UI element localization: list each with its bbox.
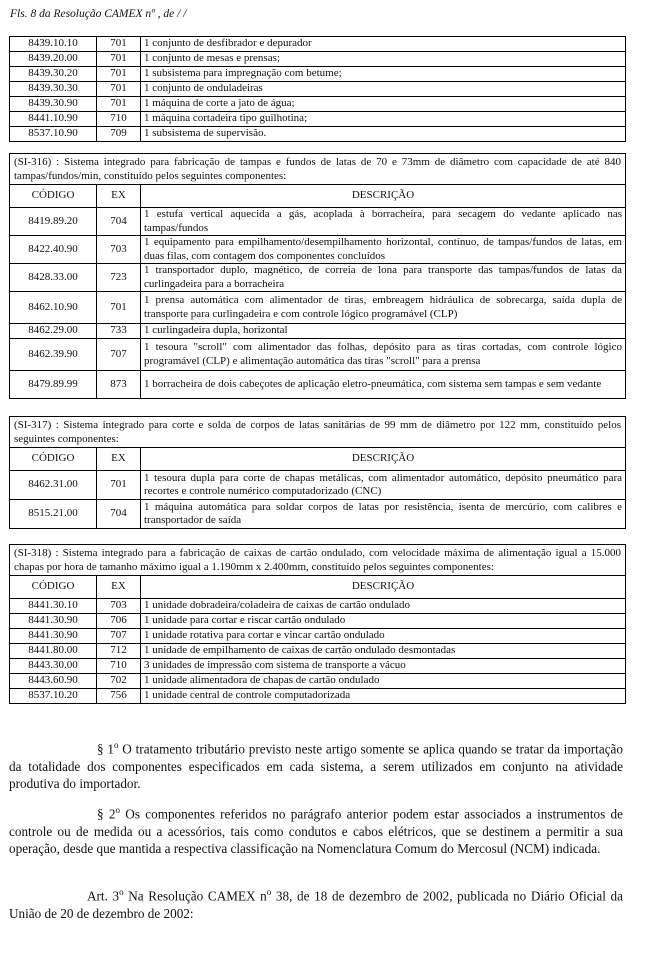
si-318-caption: (SI-318) : Sistema integrado para a fabricação de caixas de cartão ondulado, com velocidade máxima de alimentação igual a 15.000 chapas por hora de tamanho máximo igual a 1.190mm x 2.400mm, constituído pelos seguintes componentes:: [10, 545, 626, 576]
description-cell: 1 unidade dobradeira/coladeira de caixas de cartão ondulado: [141, 599, 626, 614]
description-cell: 1 subsistema para impregnação com betume;: [141, 67, 626, 82]
code-cell: 8422.40.90: [10, 236, 97, 264]
table-row: [10, 52, 626, 67]
si-317-rows: [10, 471, 626, 529]
table-row: [10, 112, 626, 127]
code-cell: 8462.29.00: [10, 324, 97, 339]
header-ex: EX: [97, 448, 141, 471]
article-3: [9, 884, 623, 922]
description-cell: 1 unidade alimentadora de chapas de cartão ondulado: [141, 674, 626, 689]
code-cell: 8537.10.90: [10, 127, 97, 142]
description-cell: 1 borracheira de dois cabeçotes de aplicação eletro-pneumática, com sistema sem tampas e sem vedante: [141, 371, 626, 399]
table-row: [10, 236, 626, 264]
ex-cell: 710: [97, 659, 141, 674]
ex-cell: 701: [97, 82, 141, 97]
table-row: [10, 208, 626, 236]
header-descricao: DESCRIÇÃO: [141, 185, 626, 208]
ex-cell: 702: [97, 674, 141, 689]
table-row: [10, 292, 626, 324]
ex-cell: 701: [97, 97, 141, 112]
description-cell: 1 conjunto de desfibrador e depurador: [141, 37, 626, 52]
description-cell: 1 equipamento para empilhamento/desempilhamento horizontal, contínuo, de tampas/fundos de latas, em duas filas, com contagem dos componentes concluídos: [141, 236, 626, 264]
table-row: [10, 324, 626, 339]
table-row: [10, 37, 626, 52]
code-cell: 8439.20.00: [10, 52, 97, 67]
description-cell: 1 tesoura "scroll" com alimentador das folhas, depósito para as tiras cortadas, com controle lógico programável (CLP) e alimentação automática das tiras "scroll" para a prensa: [141, 339, 626, 371]
ordinal-mark: o: [115, 805, 120, 815]
code-cell: 8515.21.00: [10, 500, 97, 529]
header-ex: EX: [97, 185, 141, 208]
code-cell: 8439.30.20: [10, 67, 97, 82]
description-cell: 1 máquina de corte a jato de água;: [141, 97, 626, 112]
description-cell: 1 unidade de empilhamento de caixas de cartão ondulado desmontadas: [141, 644, 626, 659]
ex-cell: 873: [97, 371, 141, 399]
code-cell: 8441.30.90: [10, 614, 97, 629]
table-row: [10, 82, 626, 97]
code-cell: 8439.10.10: [10, 37, 97, 52]
code-cell: 8439.30.90: [10, 97, 97, 112]
si-317-caption: (SI-317) : Sistema integrado para corte e solda de corpos de latas sanitárias de 99 mm de diâmetro por 122 mm, constituído pelos seguintes componentes:: [10, 417, 626, 448]
si-318-rows: [10, 599, 626, 704]
description-cell: 1 curlingadeira dupla, horizontal: [141, 324, 626, 339]
article-text: 38, de 18 de dezembro de 2002, publicada no Diário Oficial da União de 20 de dezembro de 2002:: [9, 888, 623, 921]
ex-cell: 733: [97, 324, 141, 339]
code-cell: 8439.30.30: [10, 82, 97, 97]
ordinal-mark: o: [266, 887, 272, 897]
ordinal-mark: o: [114, 740, 119, 750]
description-cell: 1 unidade para cortar e riscar cartão ondulado: [141, 614, 626, 629]
code-cell: 8441.10.90: [10, 112, 97, 127]
description-cell: 1 estufa vertical aquecida a gás, acoplada à borracheira, para secagem do vedante aplicado nas tampas/fundos: [141, 208, 626, 236]
code-cell: 8462.31.00: [10, 471, 97, 500]
ex-cell: 704: [97, 208, 141, 236]
header-descricao: DESCRIÇÃO: [141, 576, 626, 599]
table-row: [10, 97, 626, 112]
description-cell: 1 prensa automática com alimentador de tiras, embreagem hidráulica de sobrecarga, saída dupla de transporte para curlingadeira e com controle lógico programável (CLP): [141, 292, 626, 324]
ex-cell: 706: [97, 614, 141, 629]
description-cell: 1 conjunto de onduladeiras: [141, 82, 626, 97]
code-cell: 8443.60.90: [10, 674, 97, 689]
description-cell: 1 máquina cortadeira tipo guilhotina;: [141, 112, 626, 127]
ex-cell: 701: [97, 292, 141, 324]
table-row: [10, 599, 626, 614]
header-codigo: CÓDIGO: [10, 576, 97, 599]
table-row: [10, 471, 626, 500]
ex-cell: 704: [97, 500, 141, 529]
page-header: Fls. 8 da Resolução CAMEX nº , de / /: [10, 8, 187, 20]
header-codigo: CÓDIGO: [10, 448, 97, 471]
header-ex: EX: [97, 576, 141, 599]
paragraph-1: [9, 737, 623, 793]
ex-cell: 709: [97, 127, 141, 142]
table-body: [10, 37, 626, 142]
paragraph-text: Os componentes referidos no parágrafo anterior podem estar associados a instrumentos de controle ou de medida ou a acessórios, tais como condutos e cabos elétricos, que se destinem a permitir a sua operação, desde que mantida a respectiva classificação na Nomenclatura Comum do Mercosul (NCM) indicada.: [9, 806, 624, 857]
table-row: [10, 339, 626, 371]
table-row: [10, 67, 626, 82]
description-cell: 1 conjunto de mesas e prensas;: [141, 52, 626, 67]
paragraph-text: O tratamento tributário previsto neste artigo somente se aplica quando se tratar da importação da totalidade dos componentes especificados em cada sistema, a serem utilizados em conjunto na atividade produtiva do importador.: [9, 741, 623, 792]
paragraph-mark: § 1: [97, 741, 114, 757]
ex-cell: 701: [97, 471, 141, 500]
code-cell: 8419.89.20: [10, 208, 97, 236]
table-row: [10, 674, 626, 689]
table-row: [10, 614, 626, 629]
components-table-continued: [9, 36, 626, 142]
code-cell: 8462.39.90: [10, 339, 97, 371]
code-cell: 8443.30.00: [10, 659, 97, 674]
si-316-rows: [10, 208, 626, 399]
ex-cell: 712: [97, 644, 141, 659]
ex-cell: 723: [97, 264, 141, 292]
ex-cell: 701: [97, 67, 141, 82]
article-text: Na Resolução CAMEX n: [123, 888, 267, 904]
code-cell: 8441.30.10: [10, 599, 97, 614]
code-cell: 8441.30.90: [10, 629, 97, 644]
description-cell: 1 subsistema de supervisão.: [141, 127, 626, 142]
article-mark: Art. 3: [87, 888, 120, 904]
description-cell: 1 unidade rotativa para cortar e vincar cartão ondulado: [141, 629, 626, 644]
table-row: [10, 644, 626, 659]
si-316-table: [9, 153, 626, 399]
header-descricao: DESCRIÇÃO: [141, 448, 626, 471]
table-row: [10, 264, 626, 292]
ex-cell: 703: [97, 236, 141, 264]
description-cell: 1 transportador duplo, magnético, de correia de lona para transporte das tampas/fundos de latas da curlingadeira para a borracheira: [141, 264, 626, 292]
ex-cell: 701: [97, 52, 141, 67]
description-cell: 1 máquina automática para soldar corpos de latas por resistência, isenta de mercúrio, com calibres e transportador de saída: [141, 500, 626, 529]
description-cell: 1 tesoura dupla para corte de chapas metálicas, com alimentador automático, depósito pneumático para recortes e controle numérico computadorizado (CNC): [141, 471, 626, 500]
ex-cell: 707: [97, 629, 141, 644]
table-row: [10, 127, 626, 142]
description-cell: 1 unidade central de controle computadorizada: [141, 689, 626, 704]
table-row: [10, 689, 626, 704]
code-cell: 8537.10.20: [10, 689, 97, 704]
table-row: [10, 500, 626, 529]
table-row: [10, 629, 626, 644]
description-cell: 3 unidades de impressão com sistema de transporte a vácuo: [141, 659, 626, 674]
ex-cell: 707: [97, 339, 141, 371]
code-cell: 8428.33.00: [10, 264, 97, 292]
ex-cell: 756: [97, 689, 141, 704]
code-cell: 8479.89.99: [10, 371, 97, 399]
si-316-caption: (SI-316) : Sistema integrado para fabricação de tampas e fundos de latas de 70 e 73mm de diâmetro com capacidade de até 840 tampas/fundos/min, constituído pelos seguintes componentes:: [10, 154, 626, 185]
table-row: [10, 371, 626, 399]
ex-cell: 710: [97, 112, 141, 127]
paragraph-2: [9, 802, 623, 858]
ex-cell: 703: [97, 599, 141, 614]
si-318-table: [9, 544, 626, 704]
ordinal-mark: o: [119, 887, 124, 897]
code-cell: 8441.80.00: [10, 644, 97, 659]
header-codigo: CÓDIGO: [10, 185, 97, 208]
table-row: [10, 659, 626, 674]
paragraph-mark: § 2: [97, 806, 116, 822]
si-317-table: [9, 416, 626, 529]
ex-cell: 701: [97, 37, 141, 52]
code-cell: 8462.10.90: [10, 292, 97, 324]
